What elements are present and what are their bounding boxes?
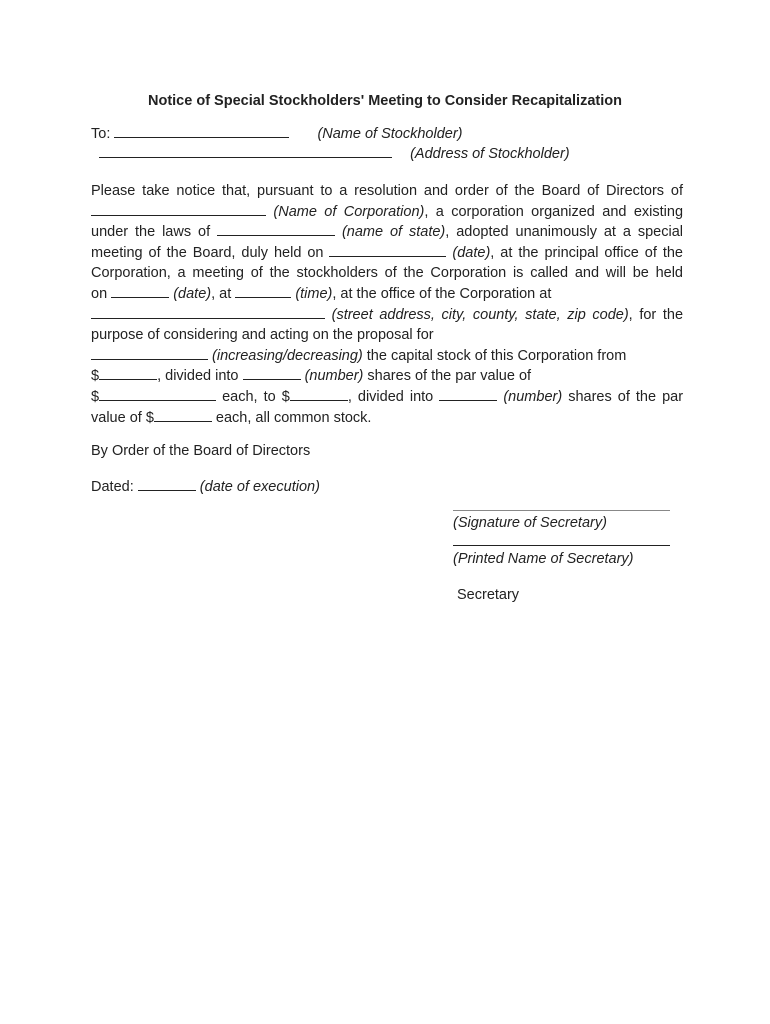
number-hint-2: (number) (503, 388, 563, 405)
original-capital-blank (99, 366, 157, 380)
signature-of-secretary-hint: (Signature of Secretary) (453, 515, 607, 531)
meeting-time-blank (235, 284, 291, 298)
board-date-hint: (date) (452, 244, 491, 261)
document-title: Notice of Special Stockholders' Meeting to Consider Recapitalization (148, 93, 622, 109)
body-line-12: value of $ each, all common stock. (91, 409, 372, 426)
name-of-state-hint: (name of state) (341, 224, 446, 241)
office-address-blank (91, 305, 325, 319)
address-of-stockholder-hint: (Address of Stockholder) (410, 146, 570, 162)
original-shares-blank (243, 366, 301, 380)
dated-line (91, 477, 320, 497)
body-line-2: (Name of Corporation), a corporation organized and existing (91, 202, 683, 223)
body-line-1: Please take notice that, pursuant to a resolution and order of the Board of Directors of (91, 183, 683, 199)
by-order-line: By Order of the Board of Directors (91, 443, 311, 459)
increasing-decreasing-hint: (increasing/decreasing) (212, 347, 363, 364)
to-line (91, 124, 463, 144)
body-line-10: $ , divided into (number) shares of the par value of (91, 368, 532, 385)
meeting-time-hint: (time) (295, 285, 333, 302)
body-line-3: under the laws of (name of state), adopted unanimously at a special (91, 224, 683, 241)
secretary-title: Secretary (457, 587, 520, 603)
body-line-4: meeting of the Board, duly held on (date), at the principal office of the (91, 244, 683, 261)
notice-body (91, 181, 683, 428)
state-blank (217, 222, 335, 236)
signature-line (453, 510, 670, 511)
stockholder-name-blank (114, 124, 289, 138)
name-of-corporation-hint: (Name of Corporation) (273, 203, 425, 220)
body-line-9: (increasing/decreasing) the capital stock of this Corporation from (91, 346, 683, 367)
dated-label: Dated: (91, 479, 134, 495)
new-capital-blank (290, 387, 348, 401)
new-shares-blank (439, 387, 497, 401)
date-of-execution-hint: (date of execution) (199, 479, 320, 495)
new-par-value-blank (154, 408, 212, 422)
increase-decrease-blank (91, 346, 208, 360)
to-label: To: (91, 126, 111, 142)
name-of-stockholder-hint: (Name of Stockholder) (317, 126, 463, 142)
body-line-11: $ each, to $ , divided into (number) shares of the par (91, 388, 684, 405)
body-line-6: on (date), at (time), at the office of the Corporation at (91, 285, 552, 302)
address-line (99, 144, 570, 164)
body-line-7: (street address, city, county, state, zip code), for the (91, 305, 683, 326)
execution-date-blank (138, 477, 196, 491)
street-address-hint: (street address, city, county, state, zip code) (331, 306, 629, 323)
printed-name-line (453, 545, 670, 546)
printed-name-of-secretary-hint: (Printed Name of Secretary) (453, 551, 634, 567)
par-value-blank (99, 387, 216, 401)
number-hint-1: (number) (304, 368, 364, 385)
meeting-date-blank (111, 284, 169, 298)
board-meeting-date-blank (329, 243, 446, 257)
body-line-8: purpose of considering and acting on the proposal for (91, 327, 434, 344)
meeting-date-hint: (date) (173, 285, 212, 302)
body-line-5: Corporation, a meeting of the stockholders of the Corporation is called and will be held (91, 265, 683, 282)
stockholder-address-blank (99, 144, 392, 158)
corporation-name-blank (91, 202, 266, 216)
